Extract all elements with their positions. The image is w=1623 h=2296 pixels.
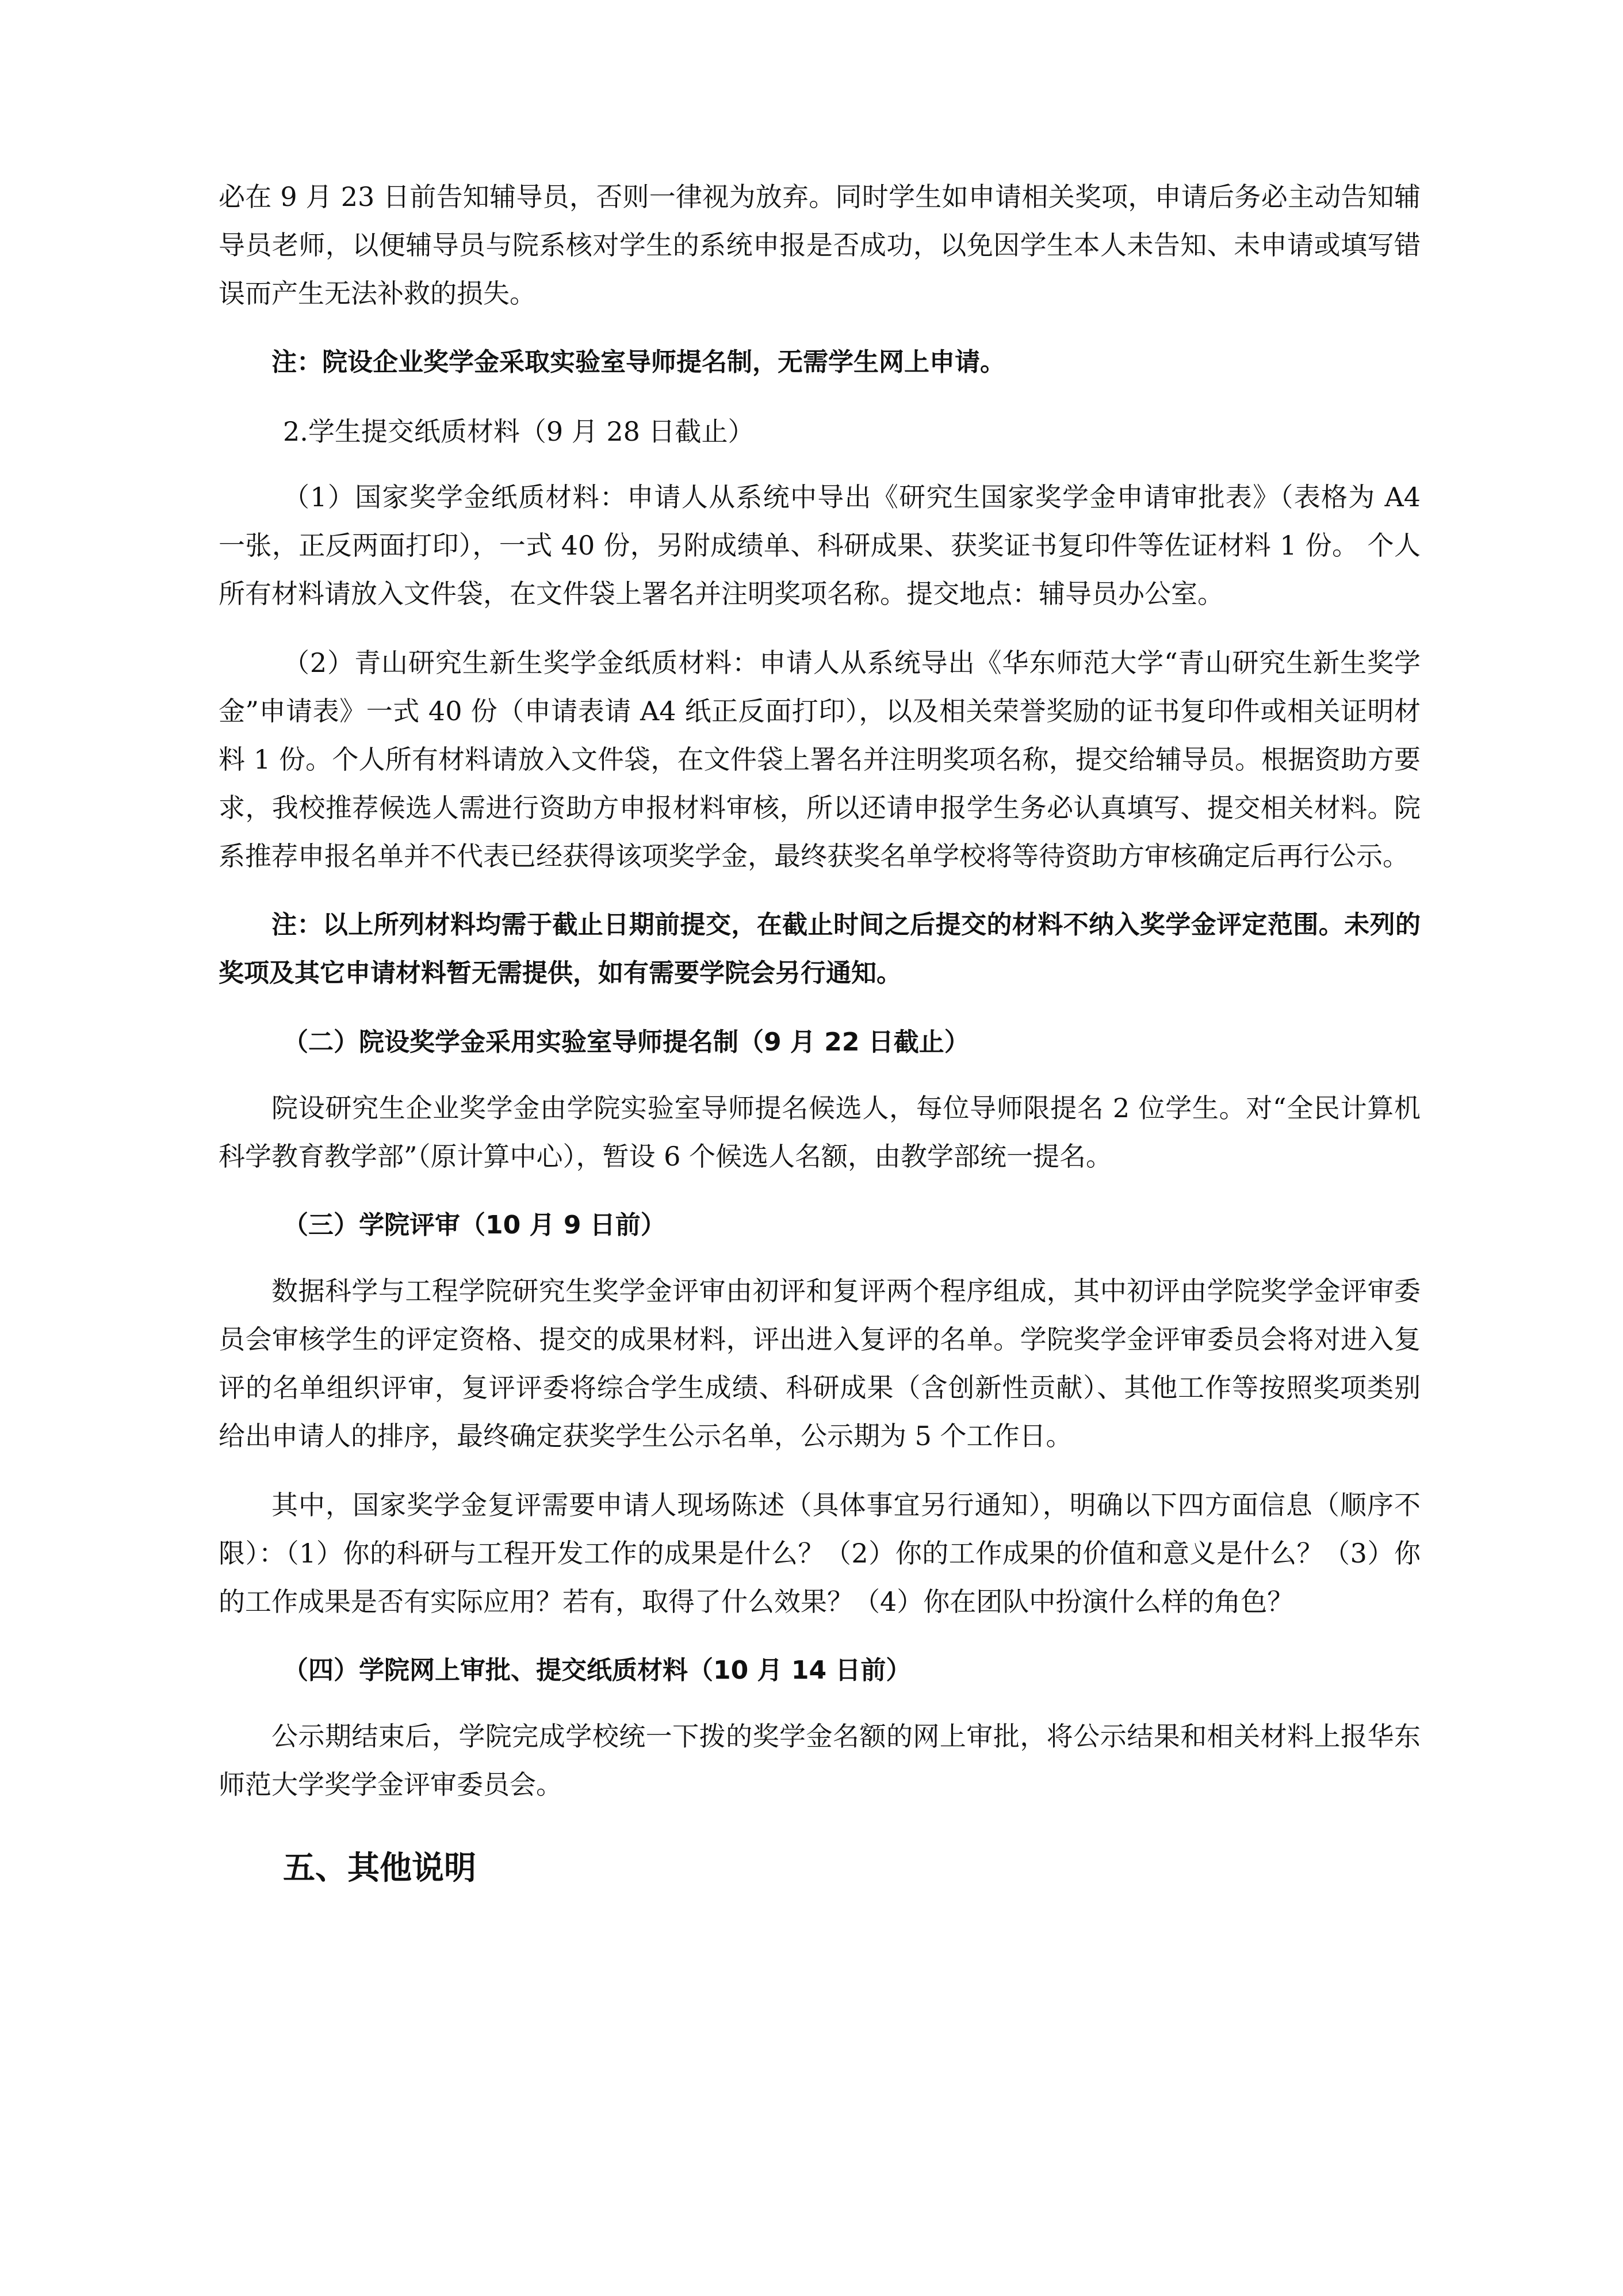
section-4-paragraph: 公示期结束后，学院完成学校统一下拨的奖学金名额的网上审批，将公示结果和相关材料上报华东师范大学奖学金评审委员会。: [219, 1721, 1421, 1800]
item-national-scholarship: （1）国家奖学金纸质材料：申请人从系统中导出《研究生国家奖学金申请审批表》（表格为 A4 一张，正反两面打印），一式 40 份，另附成绩单、科研成果、获奖证书复印件等佐证材料 1 份。 个人所有材料请放入文件袋，在文件袋上署名并注明奖项名称。提交地点：辅导员办公室。: [219, 482, 1421, 609]
section-4-heading: （四）学院网上审批、提交纸质材料（10 月 14 日前）: [283, 1656, 912, 1685]
intro-paragraph: 必在 9 月 23 日前告知辅导员，否则一律视为放弃。同时学生如申请相关奖项，申请后务必主动告知辅导员老师，以便辅导员与院系核对学生的系统申报是否成功，以免因学生本人未告知、未申请或填写错误而产生无法补救的损失。: [219, 181, 1421, 309]
section-3-heading: （三）学院评审（10 月 9 日前）: [283, 1210, 666, 1240]
section-2-paragraph: 院设研究生企业奖学金由学院实验室导师提名候选人，每位导师限提名 2 位学生。对“全民计算机科学教育教学部”（原计算中心），暂设 6 个候选人名额，由教学部统一提名。: [219, 1092, 1421, 1172]
section-5-heading: 五、其他说明: [283, 1850, 476, 1887]
item-qingshan-scholarship: （2）青山研究生新生奖学金纸质材料：申请人从系统导出《华东师范大学“青山研究生新生奖学金”申请表》一式 40 份（申请表请 A4 纸正反面打印），以及相关荣誉奖励的证书复印件或相关证明材料 1 份。个人所有材料请放入文件袋，在文件袋上署名并注明奖项名称，提交给辅导员。根据资助方要求，我校推荐候选人需进行资助方申报材料审核，所以还请申报学生务必认真填写、提交相关材料。院系推荐申报名单并不代表已经获得该项奖学金，最终获奖名单学校将等待资助方审核确定后再行公示。: [219, 647, 1421, 872]
step-2-heading: 2.学生提交纸质材料（9 月 28 日截止）: [283, 416, 755, 447]
document-body: [219, 173, 1421, 1896]
note-deadline: 注：以上所列材料均需于截止日期前提交，在截止时间之后提交的材料不纳入奖学金评定范围。未列的奖项及其它申请材料暂无需提供，如有需要学院会另行通知。: [219, 910, 1421, 988]
section-3-paragraph-national: 其中，国家奖学金复评需要申请人现场陈述（具体事宜另行通知），明确以下四方面信息（顺序不限）：（1）你的科研与工程开发工作的成果是什么？（2）你的工作成果的价值和意义是什么？（3）你的工作成果是否有实际应用？若有，取得了什么效果？（4）你在团队中扮演什么样的角色？: [219, 1489, 1421, 1617]
note-enterprise-scholarship: 注：院设企业奖学金采取实验室导师提名制，无需学生网上申请。: [271, 347, 1005, 377]
section-3-paragraph-review: 数据科学与工程学院研究生奖学金评审由初评和复评两个程序组成，其中初评由学院奖学金评审委员会审核学生的评定资格、提交的成果材料，评出进入复评的名单。学院奖学金评审委员会将对进入复评的名单组织评审，复评评委将综合学生成绩、科研成果（含创新性贡献）、其他工作等按照奖项类别给出申请人的排序，最终确定获奖学生公示名单，公示期为 5 个工作日。: [219, 1275, 1421, 1451]
section-2-heading: （二）院设奖学金采用实验室导师提名制（9 月 22 日截止）: [283, 1027, 970, 1057]
